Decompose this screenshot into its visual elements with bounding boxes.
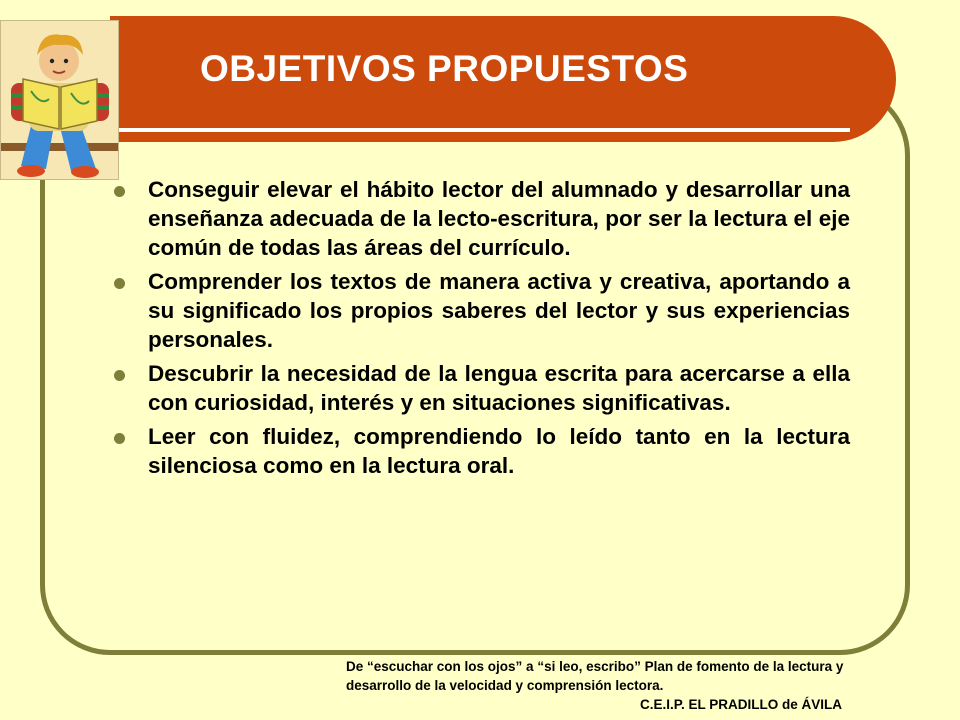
- objective-text: Comprender los textos de manera activa y creativa, aportando a su significado los propios saberes del lector y sus experiencias personales.: [148, 269, 850, 352]
- objective-text: Descubrir la necesidad de la lengua escrita para acercarse a ella con curiosidad, interés y en situaciones significativas.: [148, 361, 850, 415]
- objective-text: Leer con fluidez, comprendiendo lo leído tanto en la lectura silenciosa como en la lectura oral.: [148, 424, 850, 478]
- bullet-dot-icon: [114, 433, 125, 444]
- list-item: [114, 267, 850, 354]
- bullet-dot-icon: [114, 278, 125, 289]
- list-item: [114, 422, 850, 480]
- footer-credit: [346, 657, 848, 714]
- child-reading-logo-icon: [0, 20, 119, 180]
- objective-text: Conseguir elevar el hábito lector del alumnado y desarrollar una enseñanza adecuada de la lecto-escritura, por ser la lectura el eje común de todas las áreas del currículo.: [148, 177, 850, 260]
- bullet-dot-icon: [114, 186, 125, 197]
- list-item: [114, 359, 850, 417]
- objectives-list: [114, 175, 850, 485]
- slide-title: OBJETIVOS PROPUESTOS: [200, 48, 689, 89]
- list-item: [114, 175, 850, 262]
- footer-description: De “escuchar con los ojos” a “si leo, escribo” Plan de fomento de la lectura y desarrollo de la velocidad y comprensión lectora.: [346, 659, 844, 693]
- footer-school: C.E.I.P. EL PRADILLO de ÁVILA: [639, 697, 842, 712]
- bullet-dot-icon: [114, 370, 125, 381]
